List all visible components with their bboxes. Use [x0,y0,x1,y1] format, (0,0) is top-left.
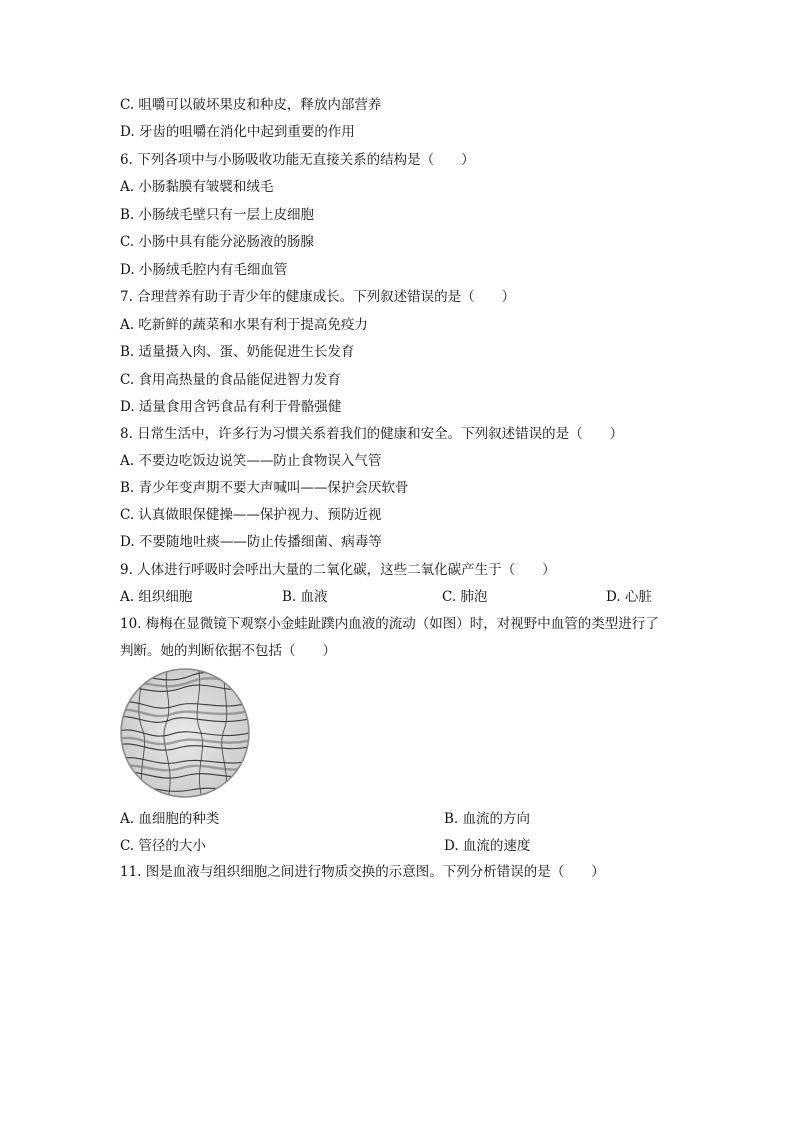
q9-option-c: C. 肺泡 [442,589,488,605]
q10-option-b: B. 血流的方向 [444,811,531,827]
q8-stem: 8. 日常生活中，许多行为习惯关系着我们的健康和安全。下列叙述错误的是（ ） [120,426,624,442]
q10-stem-line1: 10. 梅梅在显微镜下观察小金蛙趾蹼内血液的流动（如图）时，对视野中血管的类型进行了 [120,616,659,632]
q8-option-a: A. 不要边吃饭边说笑——防止食物误入气管 [120,453,382,469]
microscope-blood-vessel-image [120,668,250,798]
q7-stem: 7. 合理营养有助于青少年的健康成长。下列叙述错误的是（ ） [120,289,516,305]
q6-stem: 6. 下列各项中与小肠吸收功能无直接关系的结构是（ ） [120,152,475,168]
q10-option-c: C. 管径的大小 [120,838,206,854]
q6-option-b: B. 小肠绒毛壁只有一层上皮细胞 [120,207,315,223]
q7-option-d: D. 适量食用含钙食品有利于骨骼强健 [120,399,342,415]
q11-stem: 11. 图是血液与组织细胞之间进行物质交换的示意图。下列分析错误的是（ ） [120,864,605,880]
q6-option-d: D. 小肠绒毛腔内有毛细血管 [120,262,288,278]
q10-option-d: D. 血流的速度 [444,838,531,854]
q6-option-c: C. 小肠中具有能分泌肠液的肠腺 [120,234,314,250]
q5-option-d: D. 牙齿的咀嚼在消化中起到重要的作用 [120,124,355,140]
q7-option-b: B. 适量摄入肉、蛋、奶能促进生长发育 [120,344,355,360]
q9-option-a: A. 组织细胞 [120,589,193,605]
q10-stem-line2: 判断。她的判断依据不包括（ ） [120,643,336,659]
q8-option-b: B. 青少年变声期不要大声喊叫——保护会厌软骨 [120,480,409,496]
q7-option-a: A. 吃新鲜的蔬菜和水果有利于提高免疫力 [120,317,368,333]
q7-option-c: C. 食用高热量的食品能促进智力发育 [120,372,341,388]
q8-option-d: D. 不要随地吐痰——防止传播细菌、病毒等 [120,534,382,550]
q8-option-c: C. 认真做眼保健操——保护视力、预防近视 [120,507,382,523]
q10-option-a: A. 血细胞的种类 [120,811,220,827]
q9-option-d: D. 心脏 [606,589,652,605]
q9-option-b: B. 血液 [282,589,328,605]
q9-stem: 9. 人体进行呼吸时会呼出大量的二氧化碳，这些二氧化碳产生于（ ） [120,562,556,578]
q6-option-a: A. 小肠黏膜有皱襞和绒毛 [120,179,274,195]
q5-option-c: C. 咀嚼可以破坏果皮和种皮，释放内部营养 [120,97,382,113]
